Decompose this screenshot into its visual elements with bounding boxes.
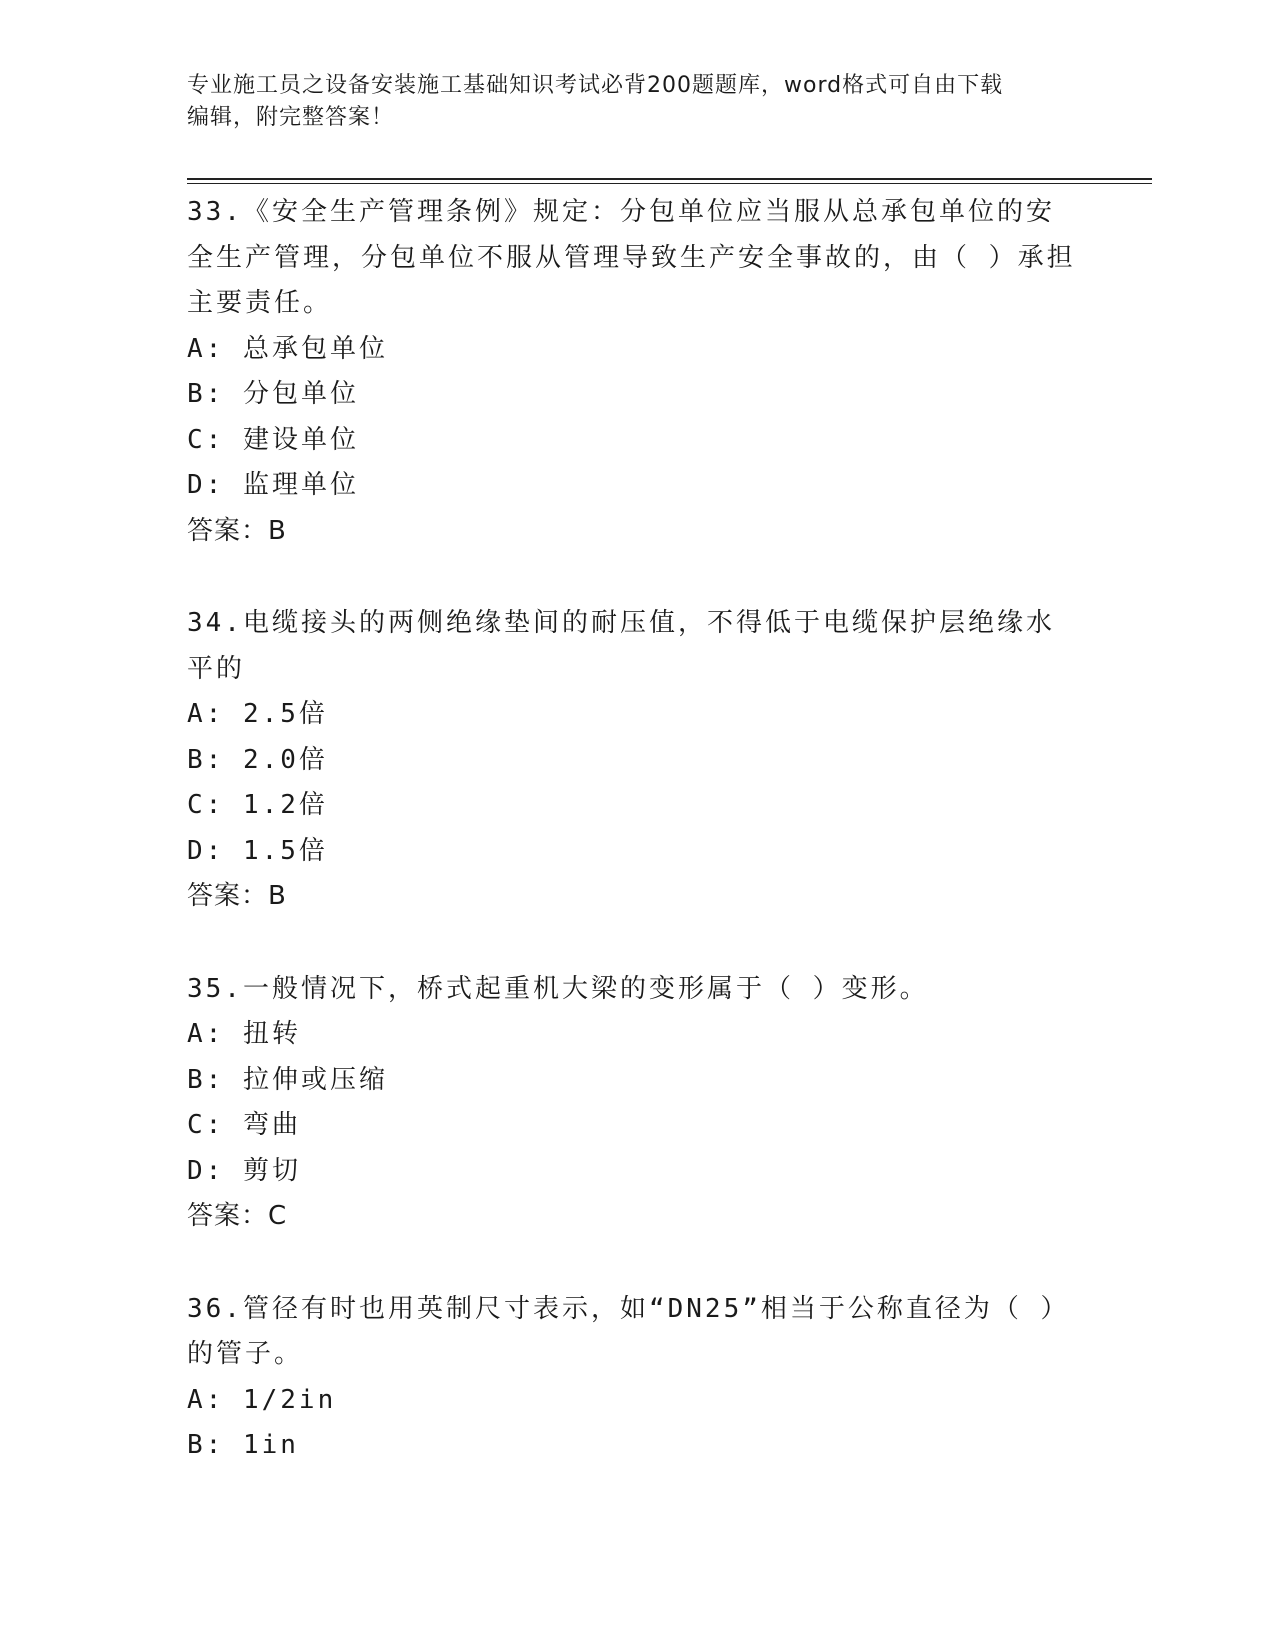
option-b: B: 2.0倍 — [187, 744, 328, 775]
option-b: B: 拉伸或压缩 — [187, 1064, 388, 1095]
header-rule-thick — [187, 178, 1152, 180]
question-stem: 34.电缆接头的两侧绝缘垫间的耐压值，不得低于电缆保护层绝缘水平的 — [187, 608, 1055, 684]
option-d: D: 剪切 — [187, 1155, 301, 1186]
header-rule-thin — [187, 183, 1152, 184]
option-b: B: 1in — [187, 1430, 299, 1460]
option-c: C: 1.2倍 — [187, 790, 328, 820]
question-list — [187, 190, 1087, 1469]
question-35 — [187, 967, 1087, 1240]
header-line-1: 专业施工员之设备安装施工基础知识考试必背200题题库，word格式可自由下载 — [187, 73, 1004, 98]
option-a: A: 扭转 — [187, 1019, 301, 1049]
option-c: C: 弯曲 — [187, 1110, 301, 1140]
option-b: B: 分包单位 — [187, 379, 359, 409]
option-c: C: 建设单位 — [187, 424, 359, 455]
question-stem: 35.一般情况下，桥式起重机大梁的变形属于（ ）变形。 — [187, 973, 929, 1004]
question-34 — [187, 601, 1087, 920]
question-36 — [187, 1287, 1087, 1469]
option-a: A: 1/2in — [187, 1384, 337, 1415]
document-header — [187, 70, 1067, 134]
header-line-2: 编辑，附完整答案！ — [187, 105, 395, 130]
option-d: D: 监理单位 — [187, 470, 359, 500]
answer-line: 答案：B — [187, 881, 287, 911]
option-a: A: 2.5倍 — [187, 699, 328, 729]
question-33 — [187, 190, 1087, 554]
answer-line: 答案：B — [187, 515, 287, 546]
option-a: A: 总承包单位 — [187, 333, 388, 364]
question-stem: 36.管径有时也用英制尺寸表示，如“DN25”相当于公称直径为（ ）的管子。 — [187, 1293, 1070, 1369]
question-stem: 33.《安全生产管理条例》规定：分包单位应当服从总承包单位的安全生产管理，分包单位不服从管理导致生产安全事故的，由（ ）承担主要责任。 — [187, 197, 1076, 318]
answer-line: 答案：C — [187, 1201, 288, 1231]
option-d: D: 1.5倍 — [187, 835, 328, 866]
